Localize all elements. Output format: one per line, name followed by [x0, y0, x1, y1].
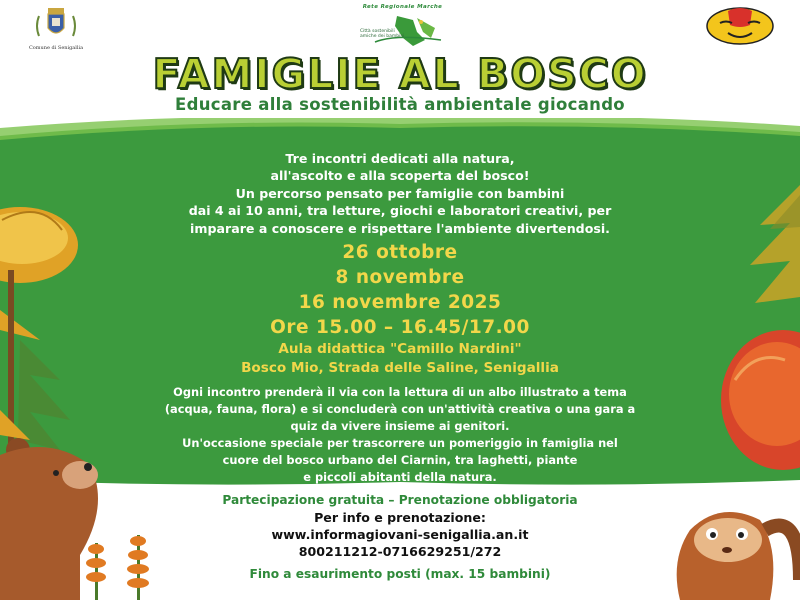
- event-dates: [100, 240, 700, 340]
- description-line: Ogni incontro prenderà il via con la lettura di un albo illustrato a tema: [173, 385, 627, 399]
- phone-numbers: 800211212-0716629251/272: [298, 544, 502, 560]
- availability-note: Fino a esaurimento posti (max. 15 bambini): [249, 566, 551, 581]
- intro-line: dai 4 ai 10 anni, tra letture, giochi e laboratori creativi, per: [188, 203, 612, 219]
- sun-face-logo: [706, 7, 774, 45]
- city-crest-icon: [31, 6, 81, 44]
- rete-marche-logo: [355, 4, 450, 50]
- location-line: Aula didattica "Camillo Nardini": [278, 341, 522, 357]
- header: [0, 0, 800, 55]
- date-line: 16 novembre 2025: [298, 292, 502, 313]
- location-line: Bosco Mio, Strada delle Saline, Senigallia: [241, 360, 559, 376]
- time-line: Ore 15.00 – 16.45/17.00: [270, 317, 530, 338]
- date-line: 26 ottobre: [342, 242, 458, 263]
- description-text: [80, 384, 720, 486]
- orange-bush-illustration: [715, 330, 800, 480]
- page-title: FAMIGLIE AL BOSCO: [152, 50, 648, 98]
- description-line: cuore del bosco urbano del Ciarnin, tra laghetti, piante: [222, 453, 578, 467]
- rete-subtitle: Città sostenibili amiche dei bambini: [360, 29, 405, 39]
- intro-line: Tre incontri dedicati alla natura,: [285, 151, 515, 166]
- intro-line: Un percorso pensato per famiglie con bambini: [235, 185, 565, 201]
- right-tree-illustration: [730, 185, 800, 335]
- description-line: (acqua, fauna, flora) e si concluderà con un'attività creativa o una gara a: [164, 402, 636, 416]
- description-line: Un'occasione speciale per trascorrere un pomeriggio in famiglia nel: [182, 436, 618, 450]
- event-location: [100, 340, 700, 378]
- page-subtitle: Educare alla sostenibilità ambientale giocando: [175, 95, 625, 114]
- participation-note: Partecipazione gratuita – Prenotazione obbligatoria: [222, 493, 578, 507]
- intro-text: [100, 150, 700, 237]
- contact-label: Per info e prenotazione:: [314, 510, 486, 525]
- city-crest: [22, 6, 90, 52]
- intro-line: imparare a conoscere e rispettare l'ambiente divertendosi.: [190, 220, 610, 236]
- description-line: e piccoli abitanti della natura.: [303, 470, 497, 484]
- date-line: 8 novembre: [335, 267, 465, 288]
- intro-line: all'ascolto e alla scoperta del bosco!: [270, 168, 530, 184]
- description-line: quiz da vivere insieme ai genitori.: [290, 419, 510, 433]
- sun-face-logo-icon: [706, 7, 774, 45]
- rete-title: Rete Regionale Marche: [362, 4, 443, 10]
- website-link[interactable]: www.informagiovani-senigallia.an.it: [271, 527, 529, 543]
- crest-caption: Comune di Senigallia: [28, 45, 84, 51]
- info-section: [100, 492, 700, 583]
